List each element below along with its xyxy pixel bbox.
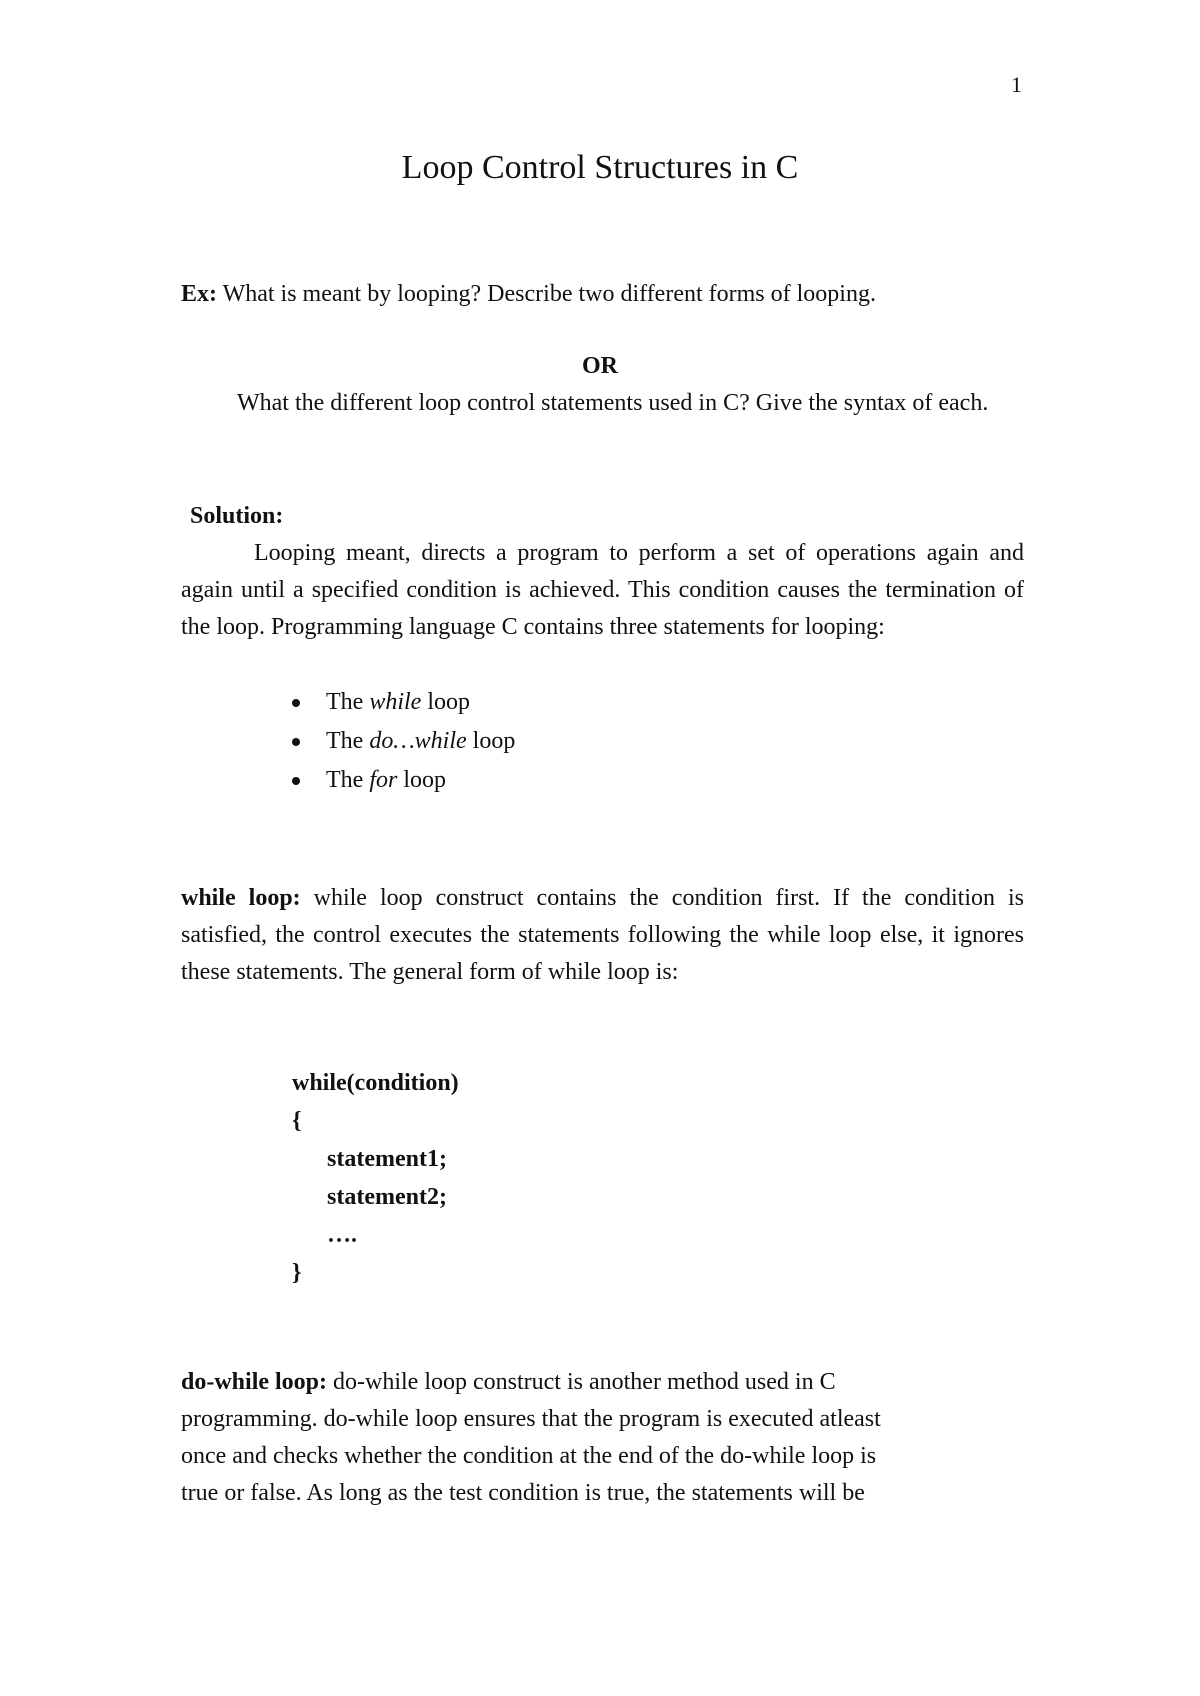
- bullet-keyword: do…while: [369, 728, 467, 754]
- alternate-question: What the different loop control statements used in C? Give the syntax of each.: [237, 390, 989, 416]
- list-item: [290, 762, 515, 799]
- solution-paragraph: Looping meant, directs a program to perform a set of operations again and again until a specified condition is achieved. This condition causes the termination of the loop. Programming language C contains three statements for looping:: [181, 540, 1024, 640]
- bullet-suffix: loop: [421, 689, 470, 715]
- question-label: Ex:: [181, 281, 217, 307]
- code-line: statement2;: [327, 1184, 447, 1210]
- do-while-line: once and checks whether the condition at the end of the do-while loop is: [181, 1443, 877, 1469]
- while-loop-label: while loop:: [181, 885, 301, 911]
- do-while-paragraph: [181, 1364, 1024, 1512]
- while-syntax-block: [292, 1064, 459, 1292]
- do-while-line: true or false. As long as the test condition is true, the statements will be: [181, 1480, 865, 1506]
- list-item: [290, 684, 515, 721]
- bullet-icon: [292, 738, 300, 746]
- bullet-prefix: The: [326, 689, 370, 715]
- do-while-line: [181, 1364, 1024, 1401]
- bullet-prefix: The: [326, 728, 370, 754]
- list-item: [290, 723, 515, 760]
- do-while-label: do-while loop:: [181, 1369, 328, 1395]
- question-paragraph: [181, 276, 1024, 313]
- do-while-line: programming. do-while loop ensures that the program is executed atleast: [181, 1406, 881, 1432]
- loop-types-list: [290, 684, 515, 801]
- page-number: 1: [1011, 72, 1022, 97]
- code-line: while(condition): [292, 1070, 459, 1096]
- or-separator: OR: [582, 353, 618, 379]
- bullet-icon: [292, 777, 300, 785]
- bullet-prefix: The: [326, 767, 370, 793]
- while-loop-paragraph: [181, 880, 1024, 991]
- bullet-keyword: for: [369, 767, 398, 793]
- code-line: statement1;: [327, 1146, 447, 1172]
- do-while-text: do-while loop construct is another method used in C: [327, 1369, 836, 1395]
- bullet-suffix: loop: [397, 767, 446, 793]
- solution-heading: Solution:: [190, 503, 284, 529]
- page-title: Loop Control Structures in C: [401, 149, 799, 186]
- code-line: }: [292, 1260, 302, 1286]
- bullet-suffix: loop: [466, 728, 516, 754]
- code-line: ….: [327, 1222, 357, 1248]
- code-line: {: [292, 1108, 302, 1134]
- while-loop-text: while loop construct contains the condition first. If the condition is satisfied, the control executes the statements following the while loop else, it ignores these statements. The general form of while loop is:: [181, 885, 1024, 985]
- bullet-icon: [292, 699, 300, 707]
- bullet-keyword: while: [369, 689, 422, 715]
- question-text: What is meant by looping? Describe two different forms of looping.: [217, 281, 876, 307]
